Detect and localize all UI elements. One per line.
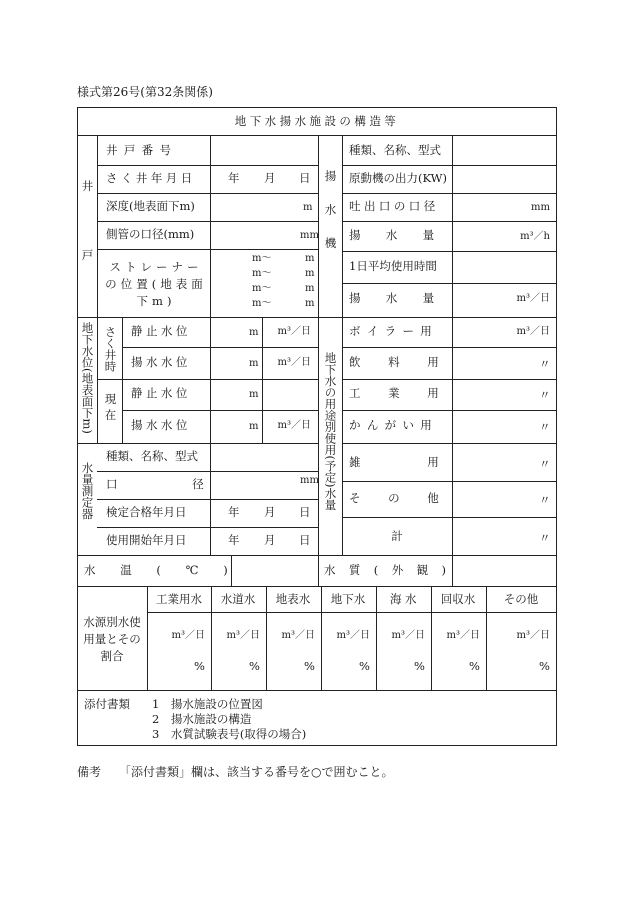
pump-type-label: 種類、名称、型式 [349,143,441,157]
total-ditto: 〃 [539,531,551,545]
meter-section-label: 水量測定器 [80,462,95,520]
attachment-item-2: 2 揚水施設の構造 [152,712,252,726]
total-label: 計 [391,529,403,543]
static1-m: m [249,327,259,338]
temperature-label-text: 水温(℃) [84,563,230,577]
pump-amount-unit: m³／h [520,231,550,242]
depth-label: 深度(地表面下m) [106,199,195,213]
strainer-range-1: m〜 [252,253,272,264]
drill-month: 月 [264,171,276,185]
src-unit-3: m³／日 [281,630,315,641]
pumping2-m: m [249,421,259,432]
industrial-label: 工業用 [349,386,467,400]
inspection-date-label: 検定合格年月日 [106,505,187,519]
drill-year: 年 [228,171,240,185]
strainer-range-3: m〜 [252,283,272,294]
src-unit-6: m³／日 [446,630,480,641]
meter-diameter-label: 口径 [106,477,279,491]
source-section-label: 水源別水使用量とその割合 [83,615,141,663]
misc-ditto: 〃 [539,457,551,471]
attachments-label: 添付書類 [84,697,130,711]
strainer-end-2: m [305,268,315,279]
strainer-range-2: m〜 [252,268,272,279]
static1-m3d: m³／日 [277,326,311,337]
drill-day: 日 [299,171,311,185]
start-day: 日 [299,533,311,547]
current-label: 現在 [103,393,118,426]
source-col-groundwater: 地下水 [330,592,366,606]
well-section-label: 井戸 [80,180,95,318]
other-label: その他 [349,491,467,505]
meter-diameter-unit: mm [300,475,319,486]
strainer-range-4: m〜 [252,298,272,309]
inspection-day: 日 [299,505,311,519]
src-pct-1: % [194,659,205,673]
form-title: 様式第26号(第32条関係) [77,85,213,99]
other-ditto: 〃 [539,493,551,507]
groundwater-section-label: 地下水位(地表面下m) [80,322,95,434]
strainer-label: ストレーナーの位置(地表面下m) [105,260,207,308]
src-pct-2: % [249,659,260,673]
src-unit-2: m³／日 [226,630,260,641]
inspection-year: 年 [228,505,240,519]
table-title: 地下水揚水施設の構造等 [234,114,400,128]
pump-daily-unit: m³／日 [516,293,550,304]
source-col-other: その他 [503,592,539,606]
start-month: 月 [264,533,276,547]
src-pct-6: % [469,659,480,673]
drinking-ditto: 〃 [539,357,551,371]
remark-label: 備考 [77,765,102,779]
remark-text: 「添付書類」欄は、該当する番号を○で囲むこと。 [119,765,394,779]
attachment-item-3: 3 水質試験表号(取得の場合) [152,727,307,741]
quality-label [324,565,446,577]
attachment-item-1: 1 揚水施設の位置図 [152,697,263,711]
discharge-unit: mm [531,202,550,213]
start-year: 年 [228,533,240,547]
static2-m: m [249,389,259,400]
src-pct-7: % [539,659,550,673]
usage-section-label: 地下水の用途別使用(予定)水量 [323,352,338,511]
pump-amount-daily-label: 揚水量 [349,291,460,305]
strainer-end-4: m [305,298,315,309]
strainer-end-1: m [305,253,315,264]
pumping1-m: m [249,358,259,369]
pumping2-m3d: m³／日 [277,420,311,431]
irrigation-ditto: 〃 [539,420,551,434]
source-col-sea: 海水 [390,592,420,606]
src-pct-3: % [304,659,315,673]
source-col-surface: 地表水 [275,592,311,606]
irrigation-label: かんがい用 [349,418,439,432]
start-date-label: 使用開始年月日 [106,533,187,547]
daily-hours-label: 1日平均使用時間 [349,259,437,273]
static-level-label-2: 静止水位 [131,386,191,400]
misc-label: 雑用 [349,455,506,469]
pumping1-m3d: m³／日 [277,357,311,368]
src-pct-4: % [359,659,370,673]
temperature-label [84,565,230,577]
src-unit-7: m³／日 [516,630,550,641]
pump-section-label: 揚水機 [323,170,338,271]
depth-unit: m [303,202,313,213]
src-unit-5: m³／日 [391,630,425,641]
discharge-diameter-label: 吐出口の口径 [349,199,439,213]
quality-label-text: 水質(外観) [324,563,446,577]
at-drilling-label: さく井時 [103,326,118,372]
pumping-level-label-1: 揚水水位 [131,355,191,369]
industrial-ditto: 〃 [539,388,551,402]
source-col-industrial: 工業用水 [156,592,202,606]
motor-output-label: 原動機の出力(KW) [349,171,447,185]
meter-type-label: 種類、名称、型式 [106,449,198,463]
drill-date-label: さく井年月日 [106,171,196,185]
casing-diameter-label: 側管の口径(mm) [106,227,195,241]
inspection-month: 月 [264,505,276,519]
src-unit-4: m³／日 [336,630,370,641]
source-col-tap: 水道水 [220,592,256,606]
pumping-level-label-2: 揚水水位 [131,418,191,432]
boiler-label: ボイラー用 [349,324,439,338]
casing-unit: mm [300,230,319,241]
drinking-label: 飲料用 [349,355,467,369]
static-level-label-1: 静止水位 [131,324,191,338]
well-number-label: 井戸番号 [106,143,178,157]
boiler-unit: m³／日 [516,326,550,337]
pump-amount-label: 揚水量 [349,228,460,242]
remark [77,763,394,780]
strainer-end-3: m [305,283,315,294]
source-col-recovered: 回収水 [440,592,476,606]
src-pct-5: % [414,659,425,673]
src-unit-1: m³／日 [171,630,205,641]
